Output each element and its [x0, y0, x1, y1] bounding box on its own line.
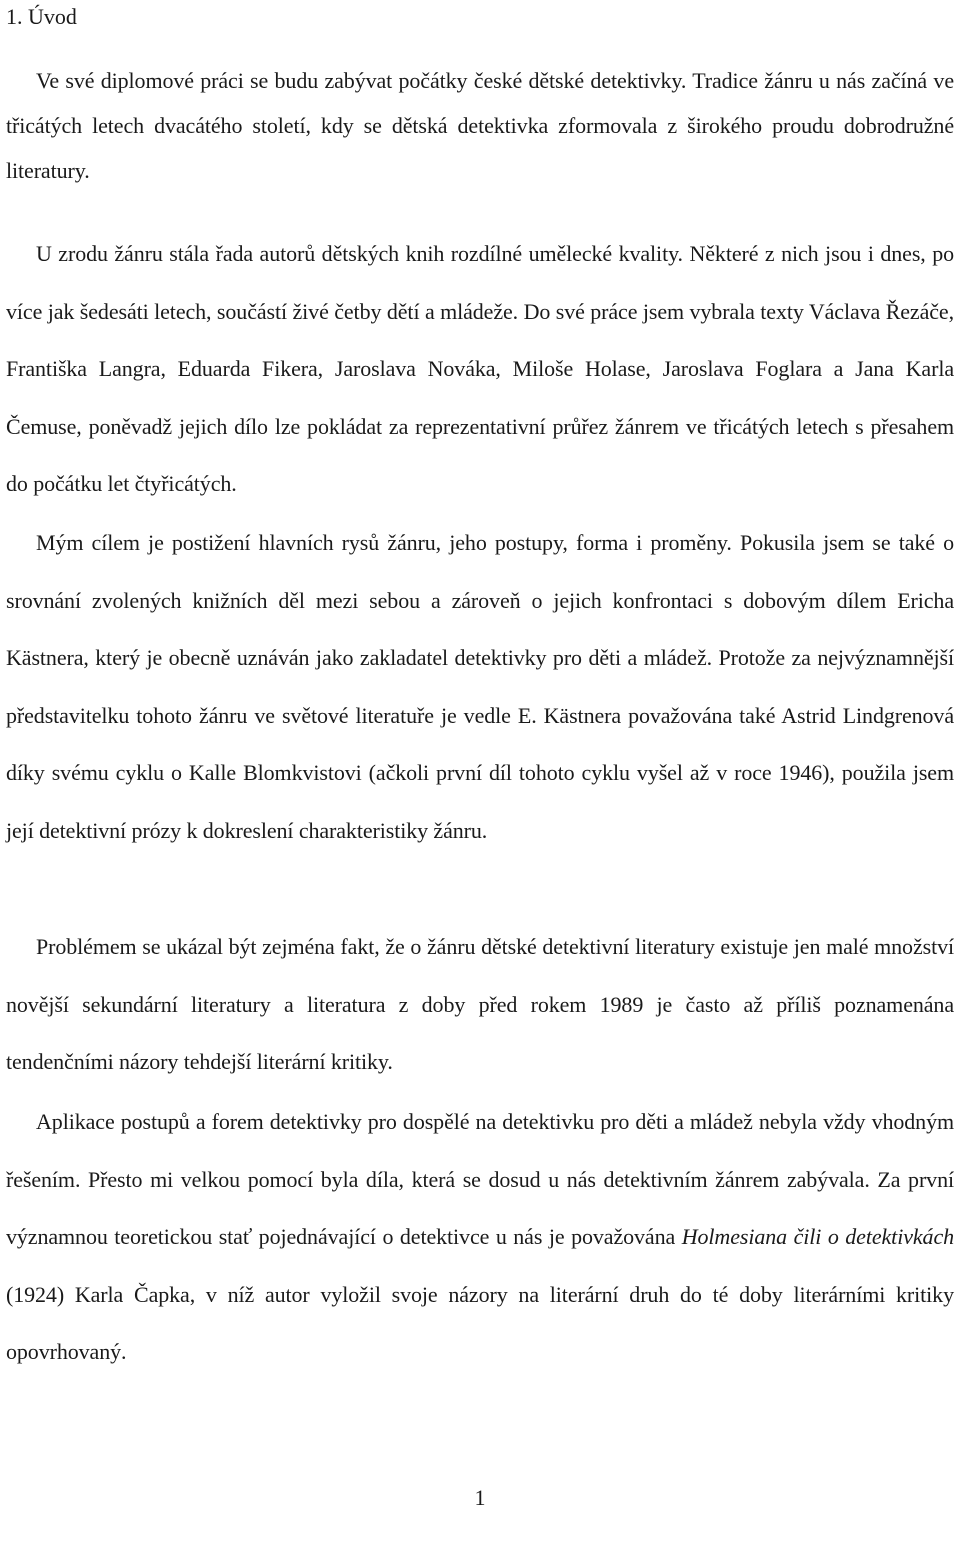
paragraph-sources-text-before: Aplikace postupů a forem detektivky pro dospělé na detektivku pro děti a mládež nebyla vždy vhodným řešením. Přesto mi velkou pomocí byla díla, která se dosud u nás detektivním žánrem zabývala. Za první významnou teoretickou stať pojednávající o detektivce u nás je považována [6, 1109, 954, 1250]
paragraph-authors: U zrodu žánru stála řada autorů dětských knih rozdílné umělecké kvality. Některé z nich jsou i dnes, po více jak šedesáti letech, součástí živé četby dětí a mládeže. Do své práce jsem vybrala texty Václava Řezáče, Františka Langra, Eduarda Fikera, Jaroslava Nováka, Miloše Holase, Jaroslava Foglara a Jana Karla Čemuse, poněvadž jejich dílo lze pokládat za reprezentativní průřez žánrem ve třicátých letech s přesahem do počátku let čtyřicátých. [6, 241, 954, 497]
section-heading: 1. Úvod [6, 4, 77, 29]
paragraph-sources [6, 1093, 954, 1381]
paragraph-intro: Ve své diplomové práci se budu zabývat počátky české dětské detektivky. Tradice žánru u nás začíná ve třicátých letech dvacátého století, kdy se dětská detektivka zformovala z širokého proudu dobrodružné literatury. [6, 68, 954, 183]
paragraph-sources-text-after: (1924) Karla Čapka, v níž autor vyložil svoje názory na literární druh do té doby literárními kritiky opovrhovaný. [6, 1281, 954, 1365]
page-number: 1 [474, 1485, 486, 1510]
book-title: Holmesiana čili o detektivkách [681, 1224, 955, 1250]
paragraph-goals: Mým cílem je postižení hlavních rysů žánru, jeho postupy, forma i proměny. Pokusila jsem se také o srovnání zvolených knižních děl mezi sebou a zároveň o jejich konfrontaci s dobovým dílem Ericha Kästnera, který je obecně uznáván jako zakladatel detektivky pro děti a mládež. Protože za nejvýznamnější představitelku tohoto žánru ve světové literatuře je vedle E. Kästnera považována také Astrid Lindgrenová díky svému cyklu o Kalle Blomkvistovi (ačkoli první díl tohoto cyklu vyšel až v roce 1946), použila jsem její detektivní prózy k dokreslení charakteristiky žánru. [6, 530, 954, 843]
paragraph-problem: Problémem se ukázal být zejména fakt, že o žánru dětské detektivní literatury existuje jen malé množství novější sekundární literatury a literatura z doby před rokem 1989 je často až příliš poznamenána tendenčními názory tehdejší literární kritiky. [6, 934, 954, 1075]
